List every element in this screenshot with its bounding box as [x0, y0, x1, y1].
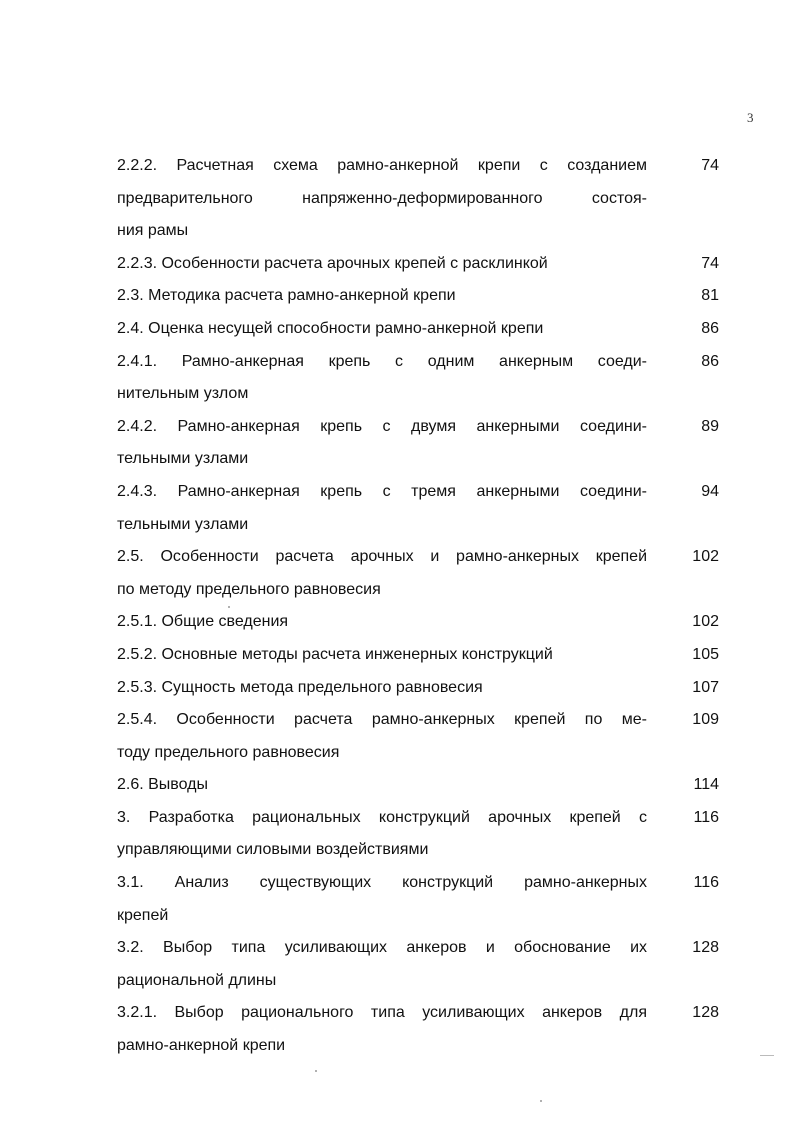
toc-entry: [117, 411, 737, 476]
toc-entry-page: 86: [701, 352, 719, 370]
toc-entry: [117, 867, 737, 932]
toc-entry-page: 128: [692, 939, 719, 957]
toc-entry: [117, 346, 737, 411]
toc-entry-title: [117, 932, 647, 997]
toc-entry-title-line: 3.2.1. Выбор рационального типа усиливающих анкеров для: [117, 1004, 647, 1022]
toc-entry-title-line: 2.5.3. Сущность метода предельного равновесия: [117, 678, 483, 696]
toc-entry: [117, 313, 737, 346]
toc-entry-title: [117, 802, 647, 867]
toc-entry-page: 81: [701, 287, 719, 305]
toc-entry-title-line: ния рамы: [117, 222, 189, 240]
toc-entry: [117, 639, 737, 672]
toc-entry-title: [117, 639, 647, 672]
page-number: 3: [747, 110, 754, 125]
toc-entry: [117, 150, 737, 248]
table-of-contents: [117, 150, 737, 1063]
toc-entry-page: 86: [701, 319, 719, 337]
toc-entry-title-line: 2.4.2. Рамно-анкерная крепь с двумя анкерными соедини-: [117, 417, 647, 435]
toc-entry: [117, 997, 737, 1062]
toc-entry: [117, 704, 737, 769]
toc-entry-title-line: 2.4.3. Рамно-анкерная крепь с тремя анкерными соедини-: [117, 482, 647, 500]
toc-entry-title-line: по методу предельного равновесия: [117, 580, 381, 598]
toc-entry: [117, 280, 737, 313]
toc-entry-page: 74: [701, 157, 719, 174]
toc-entry-page: 116: [693, 808, 719, 826]
toc-entry-title-line: крепей: [117, 906, 169, 924]
toc-entry-title: [117, 411, 647, 476]
toc-entry-page: 74: [701, 254, 719, 272]
toc-entry-title-line: 2.5. Особенности расчета арочных и рамно-анкерных крепей: [117, 548, 647, 566]
scan-speck: [540, 1100, 542, 1102]
toc-entry-title: [117, 313, 647, 346]
toc-entry-title: [117, 769, 647, 802]
toc-entry-title-line: нительным узлом: [117, 385, 249, 403]
toc-entry-page: 109: [692, 711, 719, 729]
toc-entry-page: 114: [693, 776, 719, 794]
toc-entry-title-line: 3.2. Выбор типа усиливающих анкеров и обоснование их: [117, 939, 647, 957]
toc-entry-title: [117, 997, 647, 1062]
toc-entry-title: [117, 346, 647, 411]
toc-entry-title-line: 2.4.1. Рамно-анкерная крепь с одним анкерным соеди-: [117, 352, 647, 370]
scan-speck: [228, 606, 230, 608]
scan-speck: [315, 1070, 317, 1072]
toc-entry-page: 89: [701, 417, 719, 435]
toc-entry-title-line: тоду предельного равновесия: [117, 743, 340, 761]
toc-entry-title: [117, 606, 647, 639]
toc-entry-title-line: тельными узлами: [117, 515, 249, 533]
toc-entry-page: 102: [692, 548, 719, 566]
toc-entry-title-line: предварительного напряженно-деформированного состоя-: [117, 189, 647, 207]
toc-entry-title-line: тельными узлами: [117, 450, 249, 468]
toc-entry-title-line: 2.5.1. Общие сведения: [117, 613, 289, 631]
toc-entry-title: [117, 280, 647, 313]
toc-entry: [117, 476, 737, 541]
toc-entry-title-line: рациональной длины: [117, 971, 277, 989]
toc-entry-title: [117, 476, 647, 541]
toc-entry-title: [117, 541, 647, 606]
toc-entry-page: 102: [692, 613, 719, 631]
toc-entry-page: 94: [701, 482, 719, 500]
toc-entry-title-line: 2.4. Оценка несущей способности рамно-анкерной крепи: [117, 319, 544, 337]
toc-entry-title-line: 2.3. Методика расчета рамно-анкерной крепи: [117, 287, 456, 305]
toc-entry-title-line: рамно-анкерной крепи: [117, 1037, 286, 1055]
toc-entry-title: [117, 150, 647, 248]
toc-entry: [117, 606, 737, 639]
toc-entry: [117, 769, 737, 802]
toc-entry-title-line: 2.5.2. Основные методы расчета инженерных конструкций: [117, 645, 553, 663]
toc-entry-page: 128: [692, 1004, 719, 1022]
toc-entry-title-line: управляющими силовыми воздействиями: [117, 841, 429, 859]
toc-entry-title-line: 2.6. Выводы: [117, 776, 209, 794]
toc-entry: [117, 672, 737, 705]
toc-entry: [117, 932, 737, 997]
scan-artifact: [760, 1055, 774, 1056]
toc-entry-page: 116: [693, 874, 719, 892]
toc-entry-title-line: 3.1. Анализ существующих конструкций рамно-анкерных: [117, 874, 647, 892]
toc-entry-page: 105: [692, 645, 719, 663]
toc-entry-title-line: 2.5.4. Особенности расчета рамно-анкерных крепей по ме-: [117, 711, 647, 729]
toc-entry-title: [117, 248, 647, 281]
toc-entry-title-line: 2.2.3. Особенности расчета арочных крепей с расклинкой: [117, 254, 548, 272]
toc-entry-title-line: 2.2.2. Расчетная схема рамно-анкерной крепи с созданием: [117, 157, 647, 174]
toc-entry-title: [117, 704, 647, 769]
toc-entry: [117, 802, 737, 867]
toc-entry-title: [117, 867, 647, 932]
toc-entry: [117, 541, 737, 606]
toc-entry-page: 107: [692, 678, 719, 696]
toc-entry-title-line: 3. Разработка рациональных конструкций арочных крепей с: [117, 808, 647, 826]
toc-entry: [117, 248, 737, 281]
toc-entry-title: [117, 672, 647, 705]
